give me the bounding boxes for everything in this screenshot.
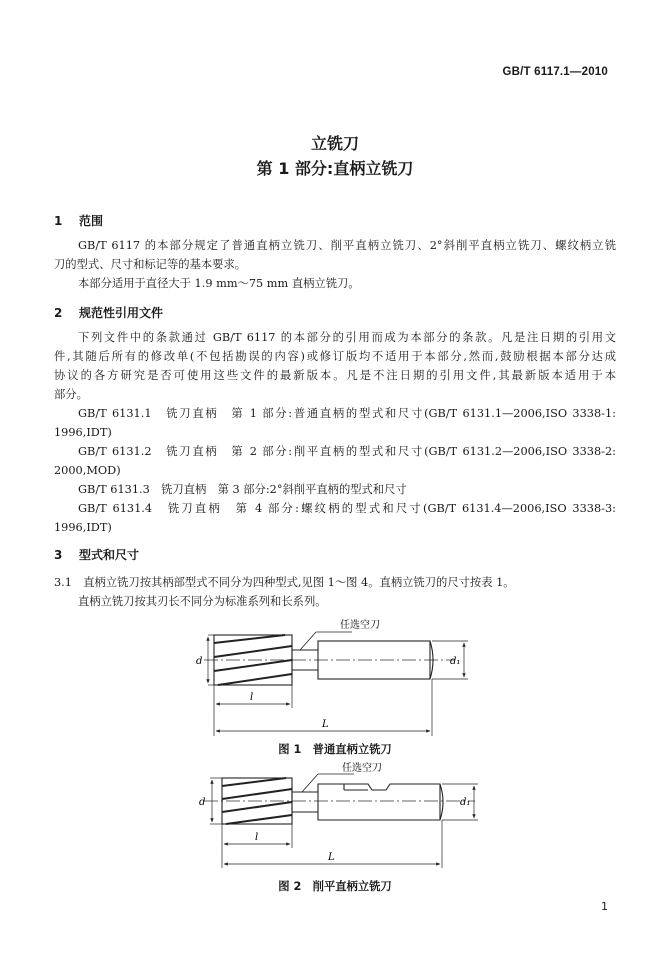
section-number: 2: [54, 306, 63, 320]
dim-l-label: l: [255, 832, 259, 843]
reference-item-cont: 1996,IDT): [54, 521, 112, 534]
dim-d1-label: d₁: [460, 797, 471, 808]
section-title: 范围: [79, 214, 104, 228]
paragraph-line: 3.1 直柄立铣刀按其柄部型式不同分为四种型式,见图 1～图 4。直柄立铣刀的尺寸按表 1。: [54, 576, 515, 589]
section-number: 1: [54, 214, 63, 228]
paragraph-line: GB/T 6117 的本部分规定了普通直柄立铣刀、削平直柄立铣刀、2°斜削平直柄立铣刀、螺纹柄立铣: [78, 239, 616, 252]
document-subtitle: 第 1 部分:直柄立铣刀: [256, 159, 414, 178]
paragraph-line: 部分。: [54, 388, 88, 401]
paragraph-line: 件,其随后所有的修改单(不包括勘误的内容)或修订版均不适用于本部分,然而,鼓励根据本部分达成: [54, 350, 616, 363]
section-title: 规范性引用文件: [79, 306, 164, 320]
dim-L-label: L: [328, 852, 335, 863]
page-number: 1: [601, 900, 608, 913]
section-heading-2: [54, 304, 163, 321]
document-title: 立铣刀: [310, 134, 359, 153]
paragraph-line: 直柄立铣刀按其刃长不同分为标准系列和长系列。: [78, 595, 327, 608]
undercut-neck: [292, 786, 318, 818]
section-heading-1: [54, 212, 103, 229]
reference-item-cont: 2000,MOD): [54, 464, 121, 477]
section-title: 型式和尺寸: [79, 548, 140, 562]
shank-with-flat: [318, 784, 443, 820]
dim-L-label: L: [322, 719, 329, 730]
reference-item-cont: 1996,IDT): [54, 426, 112, 439]
paragraph-line: 刀的型式、尺寸和标记等的基本要求。: [54, 258, 247, 271]
figure-2-caption: 图 2 削平直柄立铣刀: [278, 880, 392, 893]
paragraph-line: 协议的各方研究是否可使用这些文件的最新版本。凡是不注日期的引用文件,其最新版本适用于本: [54, 369, 616, 382]
reference-item: GB/T 6131.3 铣刀直柄 第 3 部分:2°斜削平直柄的型式和尺寸: [78, 483, 407, 496]
callout-label: 任选空刀: [340, 620, 380, 631]
section-heading-3: [54, 546, 139, 563]
callout-leader: [302, 774, 354, 792]
figure-1-drawing: [0, 610, 670, 760]
dim-d1-label: d₁: [450, 656, 461, 667]
reference-item: GB/T 6131.4 铣刀直柄 第 4 部分:螺纹柄的型式和尺寸(GB/T 6131.4—2006,ISO 3338-3:: [78, 502, 616, 515]
paragraph: 本部分适用于直径大于 1.9 mm～75 mm 直柄立铣刀。: [78, 277, 360, 290]
paragraph-line: 下列文件中的条款通过 GB/T 6117 的本部分的引用而成为本部分的条款。凡是注日期的引用文: [78, 331, 616, 344]
reference-item: GB/T 6131.1 铣刀直柄 第 1 部分:普通直柄的型式和尺寸(GB/T 6131.1—2006,ISO 3338-1:: [78, 407, 616, 420]
reference-item: GB/T 6131.2 铣刀直柄 第 2 部分:削平直柄的型式和尺寸(GB/T 6131.2—2006,ISO 3338-2:: [78, 445, 616, 458]
dim-d-label: d: [196, 656, 203, 667]
standard-number: GB/T 6117.1—2010: [502, 66, 608, 78]
figure-1-caption: 图 1 普通直柄立铣刀: [278, 743, 392, 756]
dim-l-label: l: [250, 692, 254, 703]
section-number: 3: [54, 548, 63, 562]
callout-label: 任选空刀: [342, 763, 382, 774]
dim-d-label: d: [199, 797, 206, 808]
figure-2-drawing: [0, 760, 670, 878]
